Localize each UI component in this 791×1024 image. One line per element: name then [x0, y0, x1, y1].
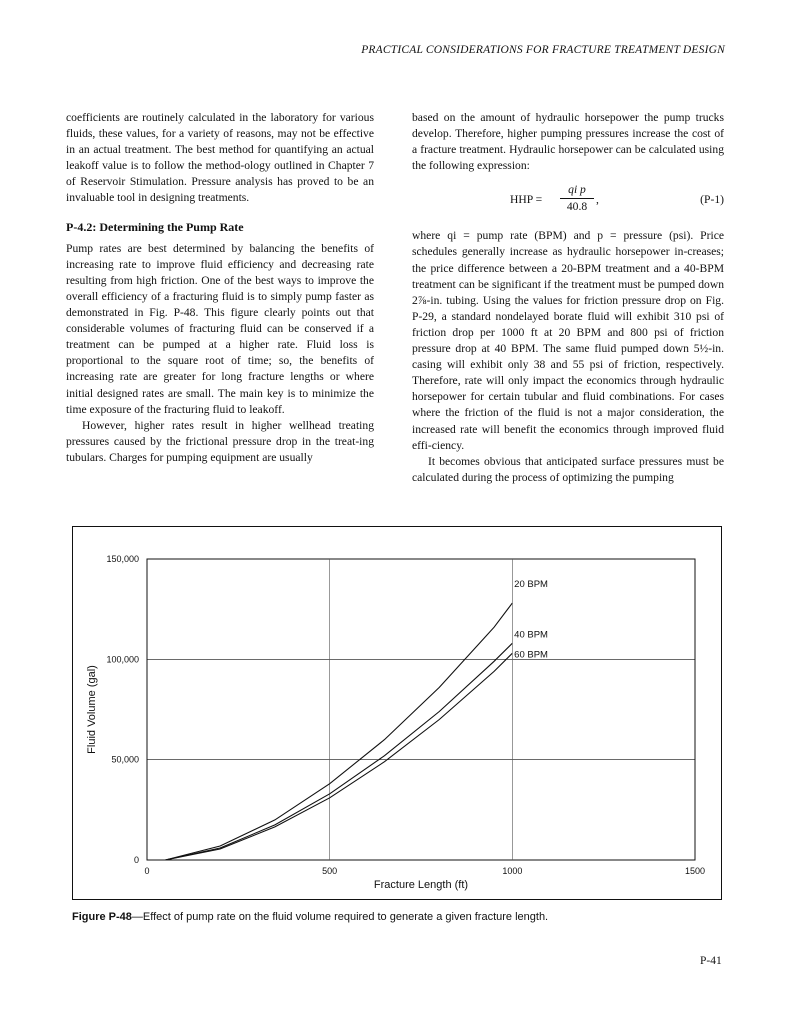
- equation-label: (P-1): [700, 193, 724, 207]
- left-column: [66, 110, 374, 466]
- right-column: [412, 110, 724, 486]
- chart-svg: [73, 527, 721, 899]
- equation-lhs: HHP =: [510, 193, 543, 207]
- series-label-20-bpm: 20 BPM: [514, 579, 548, 591]
- series-label-60-bpm: 60 BPM: [514, 649, 548, 661]
- y-axis-label: Fluid Volume (gal): [86, 665, 98, 754]
- caption-label: Figure P-48: [72, 911, 132, 923]
- running-head: PRACTICAL CONSIDERATIONS FOR FRACTURE TREATMENT DESIGN: [361, 44, 725, 56]
- equation-numerator: qi p: [560, 182, 594, 199]
- caption-text: —Effect of pump rate on the fluid volume required to generate a given fracture length.: [131, 911, 549, 923]
- right-para-3: It becomes obvious that anticipated surface pressures must be calculated during the process of optimizing the pumping: [412, 454, 724, 484]
- series-label-40-bpm: 40 BPM: [514, 629, 548, 641]
- equation-comma: ,: [596, 193, 599, 207]
- y-tick-label-3: 150,000: [106, 554, 139, 564]
- plot-frame: [147, 559, 695, 860]
- series-line-20-bpm: [165, 603, 512, 860]
- equation-hhp: [412, 182, 724, 222]
- y-tick-label-0: 0: [133, 855, 139, 865]
- x-tick-label-2: 1000: [502, 866, 523, 876]
- left-para-1: coefficients are routinely calculated in the laboratory for various fluids, these values, for a variety of reasons, may not be effective in an actual treatment. The best method for quantifying an actual leakoff value is to follow the method-ology outlined in Chapter 7 of Reservoir Stimulation. Pressure analysis has proved to be an invaluable tool in designing treatments.: [66, 111, 374, 205]
- left-para-3: However, higher rates result in higher wellhead treating pressures caused by the frictional pressure drop in the treat-ing tubulars. Charges for pumping equipment are usually: [66, 418, 374, 464]
- x-tick-label-0: 0: [144, 866, 150, 876]
- series-line-40-bpm: [165, 643, 512, 860]
- x-tick-label-1: 500: [322, 866, 338, 876]
- page-number: P-41: [700, 955, 722, 967]
- y-tick-label-1: 50,000: [111, 754, 139, 765]
- figure-p48: [72, 526, 722, 900]
- equation-fraction: [560, 182, 594, 215]
- x-axis-label: Fracture Length (ft): [373, 879, 469, 891]
- right-para-2: where qi = pump rate (BPM) and p = pressure (psi). Price schedules generally increase as hydraulic horsepower in-creases; the price difference between a 20-BPM treatment and a 40-BPM treatment can be significant if the treatment must be pumped down 2⅞-in. tubing. Using the values for friction pressure drop on Fig. P-29, a standard nondelayed borate fluid will exhibit 310 psi of friction drop per 1000 ft at 20 BPM and 800 psi of friction pressure drop at 40 BPM. The same fluid pumped down 5½-in. casing will exhibit only 38 and 55 psi of friction, respectively. Therefore, rate will only impact the economics through hydraulic horsepower for certain tubular and fluid combinations. For cases where the friction of the fluid is not a major consideration, the increased rate will benefit the economics through improved fluid effi-ciency.: [412, 229, 724, 452]
- y-tick-label-2: 100,000: [106, 654, 139, 665]
- right-para-1: based on the amount of hydraulic horsepower the pump trucks develop. Therefore, higher pumping pressures increase the cost of a fracture treatment. Hydraulic horsepower can be calculated using the following expression:: [412, 111, 724, 173]
- x-tick-label-3: 1500: [684, 866, 706, 876]
- left-para-2: Pump rates are best determined by balancing the benefits of increasing rate to improve fluid efficiency and decreasing rate resulting from high friction. One of the best ways to improve the overall efficiency of a fracturing fluid is to simply pump faster as demonstrated in Fig. P-48. This figure clearly points out that considerable volumes of fracturing fluid can be conserved if a treatment can be pumped at a higher rate. Fluid loss is proportional to the square root of time; so, the benefits of increasing rate are greater for long fracture lengths or where initial designed rates are small. The main key is to minimize the time exposure of the fracturing fluid to leakoff.: [66, 241, 374, 416]
- equation-denominator: 40.8: [566, 200, 588, 214]
- section-heading: P-4.2: Determining the Pump Rate: [66, 219, 244, 234]
- figure-caption: [72, 911, 548, 923]
- series-line-60-bpm: [165, 653, 512, 860]
